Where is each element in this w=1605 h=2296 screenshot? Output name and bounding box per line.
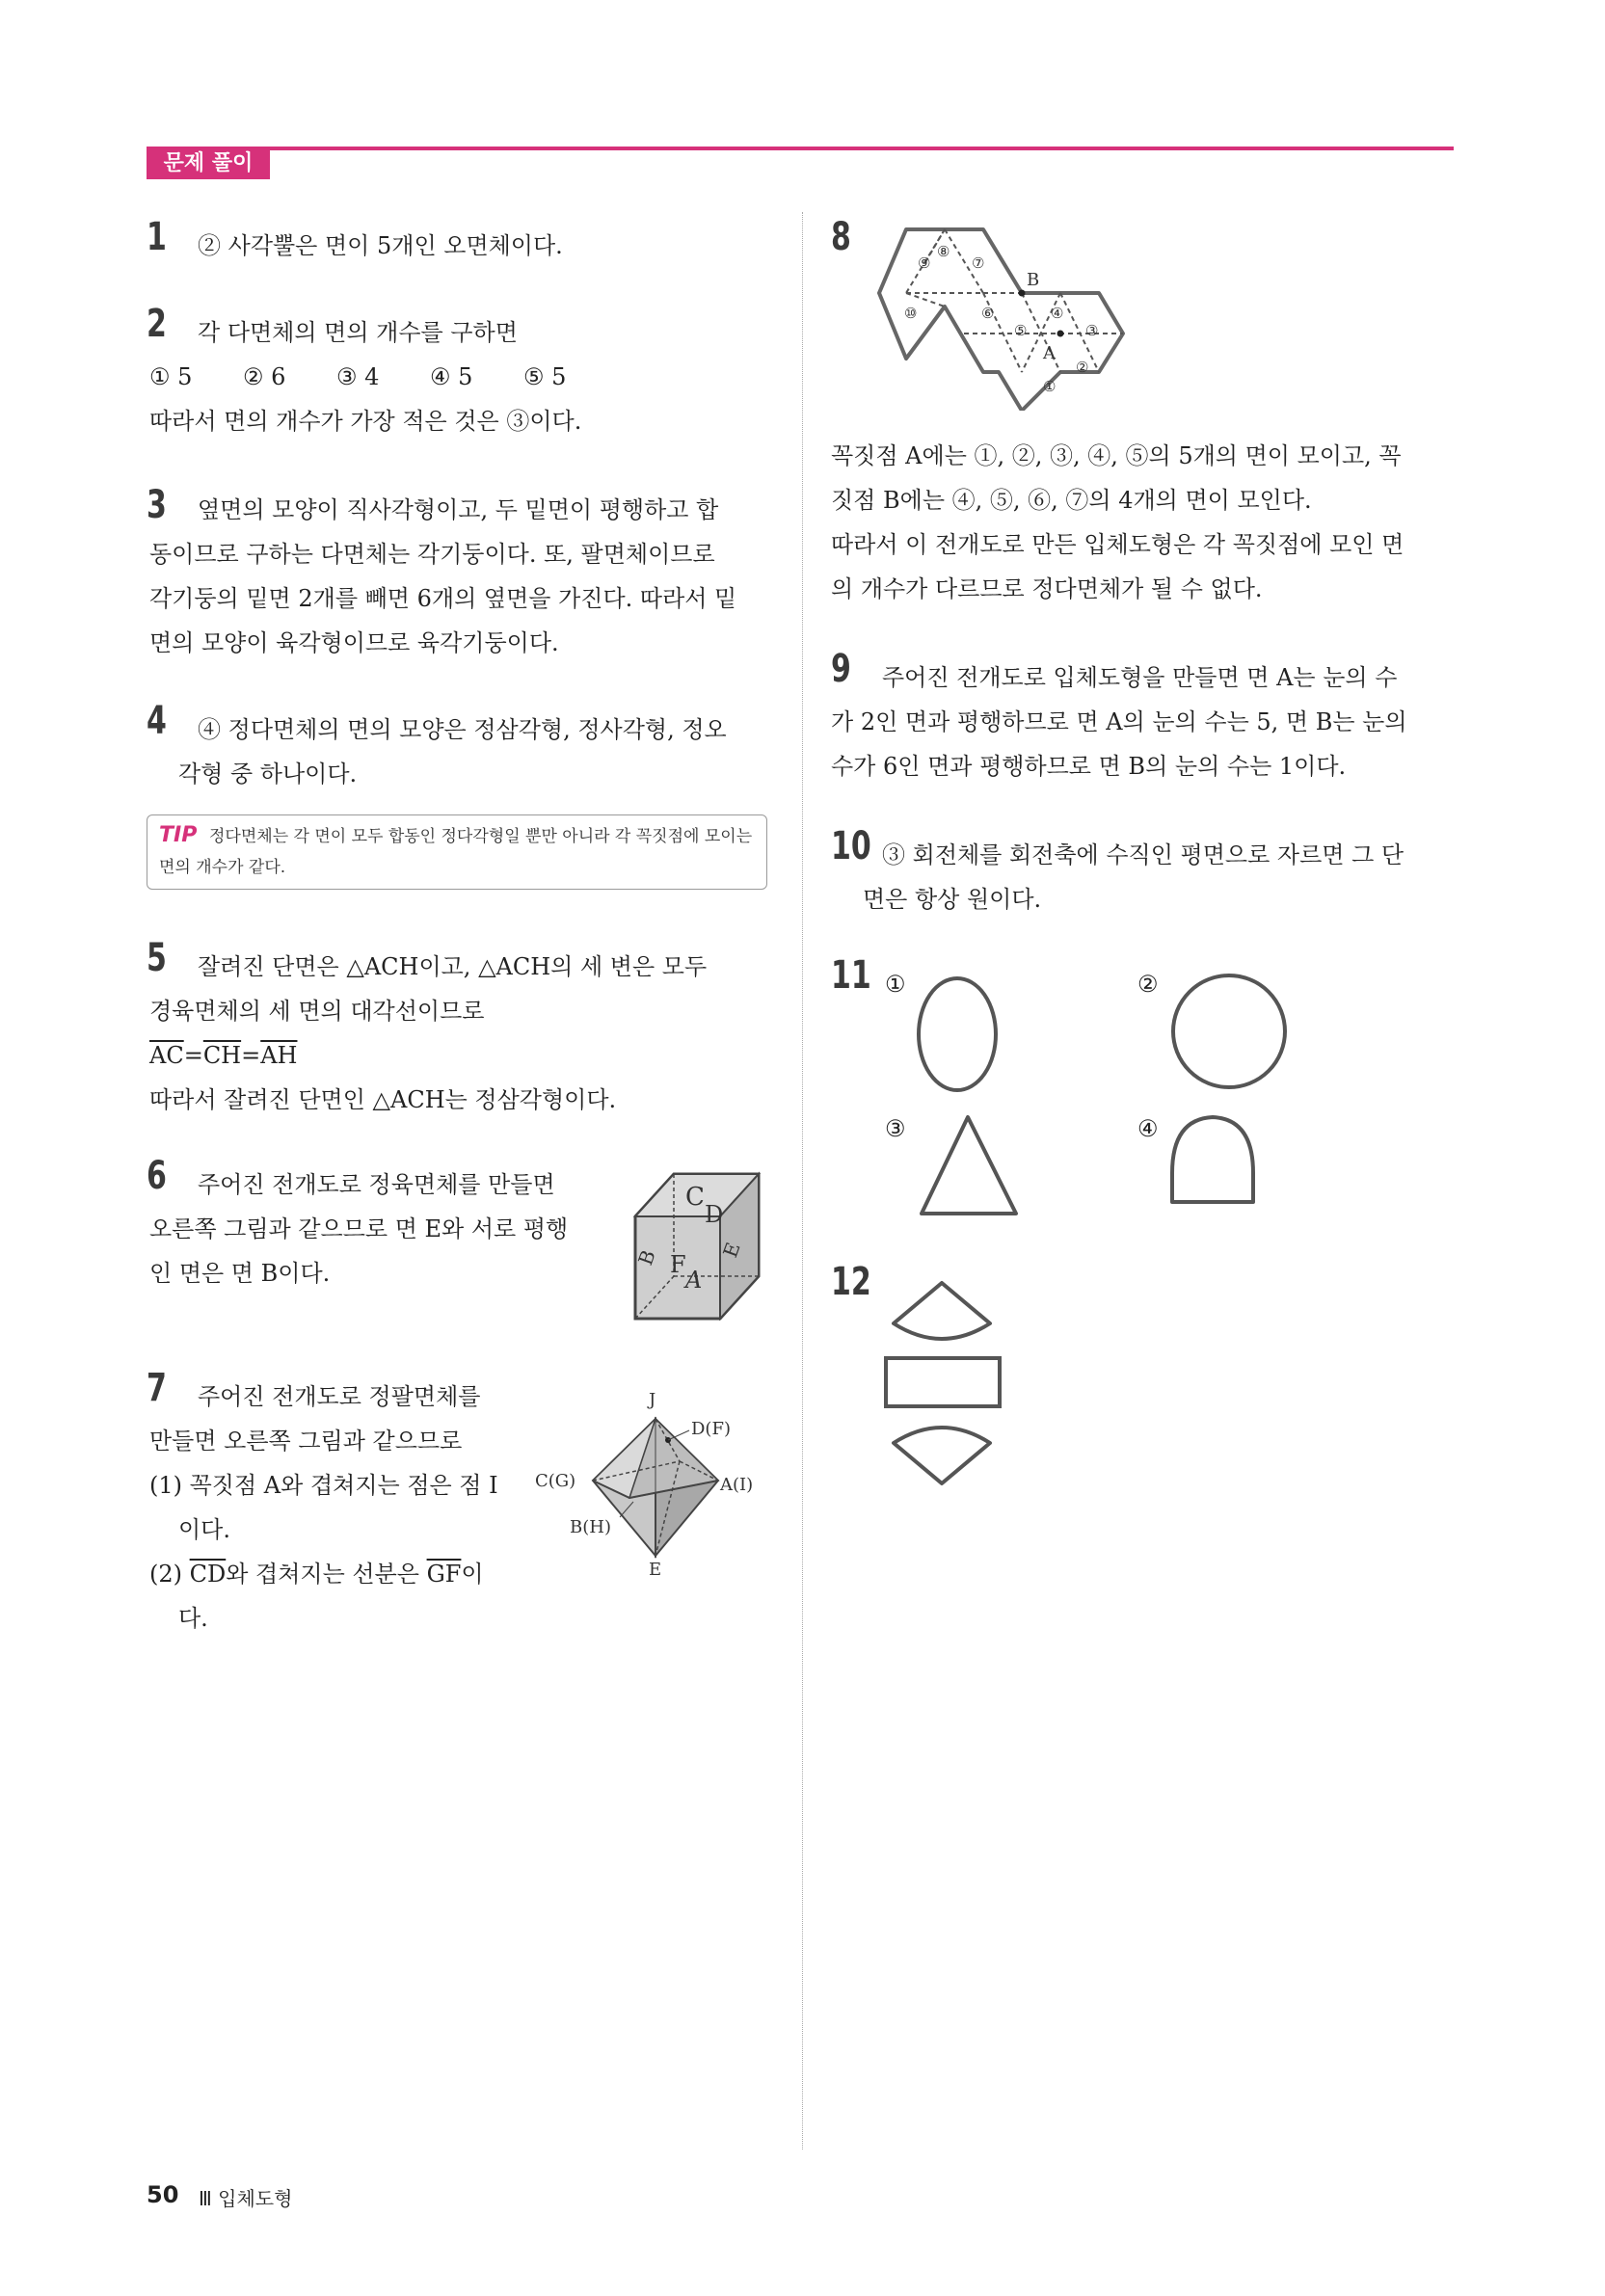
problem-8-line: 꼭짓점 A에는 ①, ②, ③, ④, ⑤의 5개의 면이 모이고, 꼭 (831, 442, 1402, 469)
problem-number: 11 (831, 953, 871, 998)
segment-cd: $\overline{CD}$ (189, 1561, 227, 1588)
choice-label: ④ (1137, 1115, 1159, 1142)
choice-label: ③ (885, 1115, 906, 1142)
choice-label: ① (885, 971, 906, 998)
segment-ch: $\overline{CH}$ (202, 1042, 242, 1069)
net-face-7: ⑦ (972, 254, 985, 272)
problem-5-line: 잘려진 단면은 △ACH이고, △ACH의 세 변은 모두 (198, 953, 708, 980)
segment-ah: $\overline{AH}$ (260, 1042, 298, 1069)
net-vertex-a: A (1043, 343, 1056, 363)
dome-shape (1168, 1113, 1257, 1206)
problem-number: 4 (147, 699, 167, 743)
problem-3-line: 동이므로 구하는 다면체는 각기둥이다. 또, 팔면체이므로 (149, 541, 715, 568)
problem-7-line: 주어진 전개도로 정팔면체를 (198, 1383, 481, 1410)
problem-7-line: 만들면 오른쪽 그림과 같으므로 (149, 1428, 463, 1455)
problem-8-line: 의 개수가 다르므로 정다면체가 될 수 없다. (831, 575, 1263, 602)
cube-label-d: D (705, 1201, 724, 1228)
problem-7-line: 다. (178, 1605, 208, 1632)
choice-label: ② (1137, 971, 1159, 998)
text-span: 이 (461, 1561, 484, 1588)
text-span: 와 겹쳐지는 선분은 (226, 1561, 427, 1588)
problem-9-line: 수가 6인 면과 평행하므로 면 B의 눈의 수는 1이다. (831, 753, 1347, 780)
cube-label-e: E (718, 1239, 745, 1261)
answer-choice: ② 6 (243, 363, 286, 390)
problem-2-line: 각 다면체의 면의 개수를 구하면 (198, 319, 518, 346)
net-face-5: ⑤ (1014, 322, 1028, 339)
section-tag: 문제 풀이 (147, 148, 270, 179)
octahedron-figure (535, 1384, 766, 1587)
triangle-shape (916, 1113, 1022, 1219)
problem-number: 5 (147, 936, 167, 980)
net-face-6: ⑥ (981, 305, 995, 322)
page-number: 50 (147, 2181, 179, 2208)
ellipse-shape (914, 974, 1001, 1099)
octa-label-j: J (649, 1390, 656, 1410)
problem-4-line: 각형 중 하나이다. (178, 761, 358, 788)
problem-5-line: 경육면체의 세 면의 대각선이므로 (149, 998, 485, 1025)
answer-choice: ③ 4 (336, 363, 380, 390)
net-of-solid (882, 1277, 1007, 1489)
problem-6-line: 인 면은 면 B이다. (149, 1260, 331, 1287)
octa-label-e: E (649, 1560, 662, 1580)
segment-gf: $\overline{GF}$ (426, 1561, 462, 1588)
net-face-8: ⑧ (937, 243, 950, 260)
cube-label-c: C (685, 1183, 705, 1212)
item-prefix: (2) (149, 1561, 190, 1588)
cube-label-a: A (685, 1267, 703, 1294)
problem-8-line: 따라서 이 전개도로 만든 입체도형은 각 꼭짓점에 모인 면 (831, 531, 1404, 558)
cube-label-b: B (633, 1246, 660, 1268)
equals-sign: = (183, 1042, 203, 1069)
net-face-1: ① (1043, 378, 1057, 395)
problem-number: 10 (831, 824, 871, 868)
problem-number: 6 (147, 1154, 167, 1198)
problem-3-line: 각기둥의 밑면 2개를 빼면 6개의 옆면을 가진다. 따라서 밑 (149, 585, 737, 612)
problem-number: 1 (147, 215, 167, 259)
problem-6-line: 주어진 전개도로 정육면체를 만들면 (198, 1171, 555, 1198)
answer-choice: ① 5 (149, 363, 193, 390)
net-face-9: ⑨ (918, 254, 931, 272)
net-face-4: ④ (1051, 305, 1064, 322)
octa-label-df: D(F) (691, 1419, 731, 1439)
problem-number: 9 (831, 647, 851, 691)
problem-3-line: 옆면의 모양이 직사각형이고, 두 밑면이 평행하고 합 (198, 496, 719, 523)
problem-7-line (149, 1552, 484, 1596)
problem-number: 8 (831, 215, 851, 259)
problem-number: 12 (831, 1260, 871, 1304)
problem-3-line: 면의 모양이 육각형이므로 육각기둥이다. (149, 629, 559, 656)
net-face-10: ⑩ (904, 305, 918, 322)
answer-choice: ④ 5 (430, 363, 473, 390)
problem-4-line: ④ 정다면체의 면의 모양은 정삼각형, 정사각형, 정오 (198, 716, 727, 743)
problem-number: 3 (147, 483, 167, 527)
circle-shape (1166, 969, 1292, 1094)
problem-7-line: (1) 꼭짓점 A와 겹쳐지는 점은 점 I (149, 1472, 498, 1499)
net-face-2: ② (1076, 359, 1089, 376)
octa-label-ai: A(I) (720, 1475, 754, 1495)
problem-9-line: 가 2인 면과 평행하므로 면 A의 눈의 수는 5, 면 B는 눈의 (831, 708, 1407, 735)
header-rule (147, 147, 1454, 150)
problem-8-line: 짓점 B에는 ④, ⑤, ⑥, ⑦의 4개의 면이 모인다. (831, 487, 1312, 514)
net-face-3: ③ (1085, 322, 1099, 339)
equation (149, 1033, 297, 1078)
tip-label: TIP (159, 823, 198, 847)
cube-figure (631, 1166, 766, 1321)
column-divider (802, 212, 803, 2149)
problem-9-line: 주어진 전개도로 입체도형을 만들면 면 A는 눈의 수 (882, 664, 1398, 691)
problem-10-line: ③ 회전체를 회전축에 수직인 평면으로 자르면 그 단 (882, 841, 1404, 868)
net-vertex-b: B (1027, 270, 1040, 290)
tip-text: 정다면체는 각 면이 모두 합동인 정다각형일 뿐만 아니라 각 꼭짓점에 모이는 면의 개수가 같다. (159, 827, 753, 877)
net-figure (877, 227, 1137, 411)
equals-sign: = (241, 1042, 261, 1069)
problem-1-text: ② 사각뿔은 면이 5개인 오면체이다. (198, 232, 563, 259)
problem-number: 7 (147, 1366, 167, 1410)
problem-7-line: 이다. (178, 1516, 230, 1543)
answer-choice: ⑤ 5 (523, 363, 567, 390)
segment-ac: $\overline{AC}$ (149, 1042, 184, 1069)
tip-box (147, 814, 767, 890)
problem-10-line: 면은 항상 원이다. (863, 886, 1042, 913)
section-title: Ⅲ 입체도형 (199, 2187, 293, 2210)
problem-2-line: 따라서 면의 개수가 가장 적은 것은 ③이다. (149, 408, 582, 435)
octa-label-cg: C(G) (535, 1471, 576, 1491)
cube-label-f: F (670, 1251, 686, 1278)
problem-number: 2 (147, 302, 167, 346)
octa-label-bh: B(H) (570, 1517, 611, 1537)
problem-5-line: 따라서 잘려진 단면인 △ACH는 정삼각형이다. (149, 1086, 617, 1113)
problem-6-line: 오른쪽 그림과 같으므로 면 E와 서로 평행 (149, 1215, 569, 1242)
